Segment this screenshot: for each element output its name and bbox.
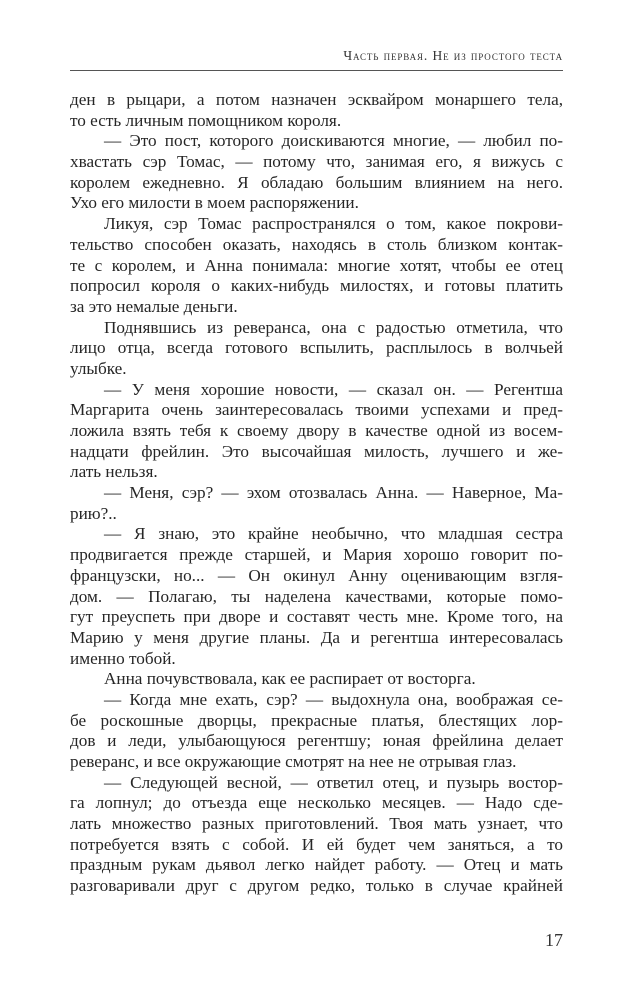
text-line: лать нельзя. [70, 462, 158, 482]
text-line: ложила взять тебя к своему двору в качестве одной из восем- [70, 421, 563, 440]
running-header: Часть первая. Не из простого теста [343, 48, 563, 63]
text-line: — Когда мне ехать, сэр? — выдохнула она, воображая се- [104, 689, 563, 709]
text-line: — Это пост, которого доискиваются многие, — любил по- [104, 131, 563, 151]
text-line: лать множество разных приготовлений. Твоя мать узнает, что [70, 814, 563, 834]
text-line: надцати фрейлин. Это высочайшая милость, лучшего и же- [70, 441, 563, 461]
text-line: улыбке. [70, 358, 127, 378]
text-line: — Меня, сэр? — эхом отозвалась Анна. — Наверное, Ма- [104, 483, 563, 503]
body-text [70, 90, 563, 897]
text-line: то есть личным помощником короля. [70, 110, 342, 130]
text-line: — Следующей весной, — ответил отец, и пузырь востор- [104, 772, 563, 792]
text-line: разговаривали друг с другом редко, только в случае крайней [70, 876, 563, 896]
text-line: именно тобой. [70, 648, 176, 668]
text-line: лицо отца, всегда готового вспылить, расплылось в волчьей [70, 338, 563, 358]
text-line: Анна почувствовала, как ее распирает от восторга. [104, 669, 476, 689]
text-line: за это немалые деньги. [70, 296, 238, 316]
text-line: тельство способен оказать, находясь в столь близком контак- [70, 234, 563, 254]
text-line: ден в рыцари, а потом назначен эсквайром монаршего тела, [70, 90, 563, 109]
text-line: рию?.. [70, 503, 117, 523]
text-line: Марию у меня другие планы. Да и регентша интересовалась [70, 627, 563, 647]
text-line: Ликуя, сэр Томас распространялся о том, какое покрови- [104, 214, 563, 234]
text-line: Поднявшись из реверанса, она с радостью отметила, что [104, 317, 563, 337]
text-line: дов и леди, улыбающуюся регентшу; юная фрейлина делает [70, 731, 563, 751]
text-line: Ухо его милости в моем распоряжении. [70, 193, 359, 213]
page-number: 17 [545, 930, 563, 950]
text-line: праздным рукам дьявол легко найдет работу. — Отец и мать [70, 855, 563, 875]
text-line: бе роскошные дворцы, прекрасные платья, блестящих лор- [70, 710, 563, 730]
text-line: га лопнул; до отъезда еще несколько месяцев. — Надо сде- [70, 793, 563, 813]
text-line: Маргарита очень заинтересовалась твоими успехами и пред- [70, 400, 563, 420]
text-line: гут преуспеть при дворе и составят честь мне. Кроме того, на [70, 607, 563, 627]
text-line: продвигается прежде старшей, и Мария хорошо говорит по- [70, 545, 563, 565]
text-line: реверанс, и все окружающие смотрят на нее не отрывая глаз. [70, 752, 517, 771]
text-line: дом. — Полагаю, ты наделена качествами, которые помо- [70, 586, 563, 606]
text-line: попросил короля о каких-нибудь милостях, и готовы платить [70, 276, 563, 296]
text-line: — У меня хорошие новости, — сказал он. — Регентша [104, 379, 563, 399]
text-line: хвастать сэр Томас, — потому что, занимая его, я вижусь с [70, 152, 563, 172]
text-line: потребуется взять с собой. И ей будет чем заняться, а то [70, 834, 563, 854]
text-line: французски, но... — Он окинул Анну оценивающим взгля- [70, 565, 563, 585]
text-line: те с королем, и Анна понимала: многие хотят, чтобы ее отец [70, 255, 563, 275]
header-rule [70, 70, 563, 71]
text-line: — Я знаю, это крайне необычно, что младшая сестра [104, 524, 563, 544]
text-line: королем ежедневно. Я обладаю большим влиянием на него. [70, 172, 563, 192]
